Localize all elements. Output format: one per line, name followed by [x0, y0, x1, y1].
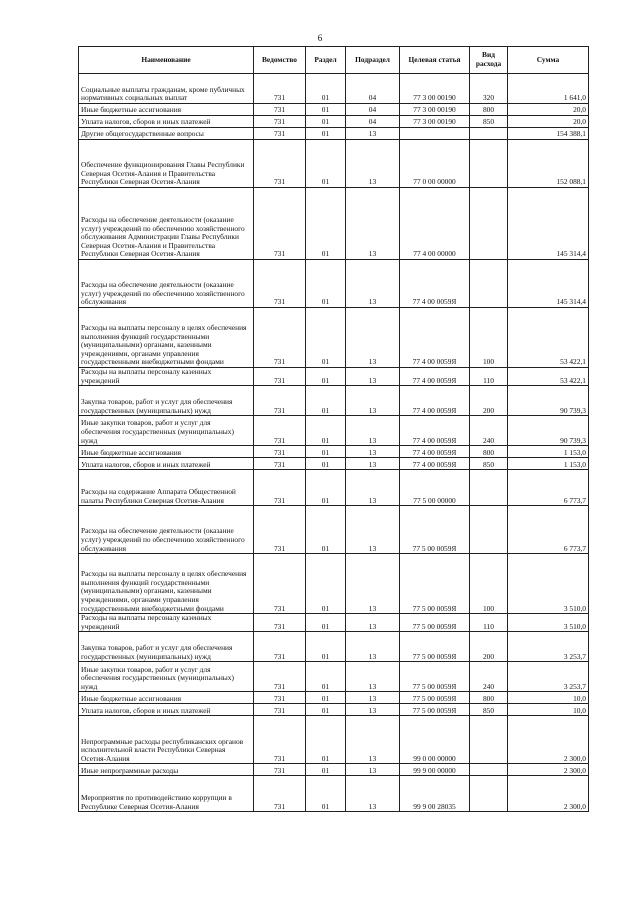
cell-section: 01 [306, 260, 346, 308]
cell-target: 77 3 00 00190 [400, 104, 470, 116]
cell-sum: 145 314,4 [508, 260, 589, 308]
table-row [79, 188, 589, 260]
cell-section: 01 [306, 704, 346, 716]
cell-subsection: 13 [346, 704, 400, 716]
cell-target: 77 5 00 00000 [400, 470, 470, 506]
cell-subsection: 13 [346, 458, 400, 470]
cell-name: Иные бюджетные ассигнования [79, 104, 254, 116]
cell-sum: 1 153,0 [508, 446, 589, 458]
table-header-row [79, 47, 589, 74]
cell-subsection: 13 [346, 776, 400, 812]
cell-target: 77 0 00 00000 [400, 140, 470, 188]
cell-section: 01 [306, 74, 346, 104]
cell-exptype: 200 [470, 632, 508, 662]
table-row [79, 140, 589, 188]
cell-sum: 6 773,7 [508, 470, 589, 506]
cell-dept: 731 [254, 188, 306, 260]
cell-exptype: 110 [470, 614, 508, 632]
cell-dept: 731 [254, 614, 306, 632]
cell-exptype: 100 [470, 554, 508, 614]
cell-name: Иные бюджетные ассигнования [79, 446, 254, 458]
cell-section: 01 [306, 458, 346, 470]
cell-name: Иные бюджетные ассигнования [79, 692, 254, 704]
cell-target: 77 5 00 0059Я [400, 614, 470, 632]
cell-exptype: 200 [470, 386, 508, 416]
cell-target: 77 4 00 0059Я [400, 458, 470, 470]
cell-target: 77 5 00 0059Я [400, 554, 470, 614]
cell-sum: 53 422,1 [508, 368, 589, 386]
cell-subsection: 13 [346, 446, 400, 458]
cell-dept: 731 [254, 554, 306, 614]
table-row [79, 704, 589, 716]
cell-name: Расходы на содержание Аппарата Общественной палаты Республики Северная Осетия-Алания [79, 470, 254, 506]
table-row [79, 74, 589, 104]
cell-dept: 731 [254, 116, 306, 128]
cell-sum: 1 641,0 [508, 74, 589, 104]
cell-target: 77 3 00 00190 [400, 74, 470, 104]
cell-name: Расходы на обеспечение деятельности (оказание услуг) учреждений по обеспечению хозяйственного обслуживания [79, 260, 254, 308]
cell-sum: 10,0 [508, 692, 589, 704]
cell-target: 77 4 00 0059Я [400, 416, 470, 446]
header-sum: Сумма [508, 47, 589, 74]
header-subsection: Подраздел [346, 47, 400, 74]
cell-name: Расходы на выплаты персоналу казенных учреждений [79, 368, 254, 386]
cell-subsection: 13 [346, 662, 400, 692]
cell-name: Иные закупки товаров, работ и услуг для обеспечения государственных (муниципальных) нужд [79, 416, 254, 446]
cell-subsection: 13 [346, 692, 400, 704]
cell-dept: 731 [254, 308, 306, 368]
cell-section: 01 [306, 692, 346, 704]
cell-target [400, 128, 470, 140]
table-row [79, 416, 589, 446]
cell-dept: 731 [254, 140, 306, 188]
cell-dept: 731 [254, 692, 306, 704]
cell-section: 01 [306, 662, 346, 692]
table-row [79, 128, 589, 140]
cell-section: 01 [306, 446, 346, 458]
cell-section: 01 [306, 116, 346, 128]
cell-sum: 2 300,0 [508, 776, 589, 812]
cell-section: 01 [306, 386, 346, 416]
cell-target: 77 5 00 0059Я [400, 506, 470, 554]
cell-exptype [470, 776, 508, 812]
cell-name: Непрограммные расходы республиканских органов исполнительной власти Республики Северная Осетия-Алания [79, 716, 254, 764]
cell-target: 77 4 00 0059Я [400, 308, 470, 368]
cell-dept: 731 [254, 260, 306, 308]
cell-sum: 53 422,1 [508, 308, 589, 368]
cell-name: Иные закупки товаров, работ и услуг для обеспечения государственных (муниципальных) нужд [79, 662, 254, 692]
cell-dept: 731 [254, 104, 306, 116]
cell-section: 01 [306, 308, 346, 368]
cell-name: Иные непрограммные расходы [79, 764, 254, 776]
cell-name: Обеспечение функционирования Главы Республики Северная Осетия-Алания и Правительства Республики Северная Осетия-Алания [79, 140, 254, 188]
cell-name: Расходы на выплаты персоналу в целях обеспечения выполнения функций государственными (муниципальными) органами, казенными учреждениями, органами управления государственными внебюджетными фондами [79, 308, 254, 368]
cell-target: 77 5 00 0059Я [400, 692, 470, 704]
cell-section: 01 [306, 776, 346, 812]
cell-sum: 3 510,0 [508, 614, 589, 632]
cell-target: 77 4 00 0059Я [400, 446, 470, 458]
cell-dept: 731 [254, 470, 306, 506]
cell-subsection: 13 [346, 716, 400, 764]
cell-exptype: 850 [470, 704, 508, 716]
cell-name: Уплата налогов, сборов и иных платежей [79, 458, 254, 470]
table-row [79, 776, 589, 812]
cell-target: 77 4 00 0059Я [400, 260, 470, 308]
cell-dept: 731 [254, 74, 306, 104]
cell-subsection: 04 [346, 104, 400, 116]
cell-exptype: 800 [470, 104, 508, 116]
table-row [79, 386, 589, 416]
cell-dept: 731 [254, 416, 306, 446]
cell-name: Уплата налогов, сборов и иных платежей [79, 704, 254, 716]
cell-name: Расходы на обеспечение деятельности (оказание услуг) учреждений по обеспечению хозяйственного обслуживания Администрации Главы Республики Северная Осетия-Алания и Правительства Республики Северная Осетия-Алания [79, 188, 254, 260]
cell-dept: 731 [254, 368, 306, 386]
cell-dept: 731 [254, 506, 306, 554]
table-row [79, 458, 589, 470]
cell-section: 01 [306, 104, 346, 116]
cell-name: Расходы на выплаты персоналу казенных учреждений [79, 614, 254, 632]
cell-section: 01 [306, 188, 346, 260]
cell-exptype: 800 [470, 446, 508, 458]
header-dept: Ведомство [254, 47, 306, 74]
cell-sum: 10,0 [508, 704, 589, 716]
table-body [79, 74, 589, 812]
cell-sum: 154 388,1 [508, 128, 589, 140]
page-number: 6 [317, 33, 323, 43]
cell-sum: 20,0 [508, 116, 589, 128]
cell-target: 77 5 00 0059Я [400, 704, 470, 716]
cell-name: Социальные выплаты гражданам, кроме публичных нормативных социальных выплат [79, 74, 254, 104]
cell-dept: 731 [254, 776, 306, 812]
cell-name: Расходы на выплаты персоналу в целях обеспечения выполнения функций государственными (муниципальными) органами, казенными учреждениями, органами управления государственными внебюджетными фондами [79, 554, 254, 614]
cell-sum: 145 314,4 [508, 188, 589, 260]
cell-dept: 731 [254, 716, 306, 764]
cell-exptype: 320 [470, 74, 508, 104]
cell-target: 99 9 00 28035 [400, 776, 470, 812]
cell-subsection: 13 [346, 368, 400, 386]
cell-target: 77 5 00 0059Я [400, 662, 470, 692]
cell-subsection: 13 [346, 614, 400, 632]
table-row [79, 104, 589, 116]
table-row [79, 446, 589, 458]
table-row [79, 260, 589, 308]
cell-exptype [470, 260, 508, 308]
header-target: Целевая статья [400, 47, 470, 74]
cell-sum: 2 300,0 [508, 716, 589, 764]
cell-subsection: 13 [346, 260, 400, 308]
cell-sum: 3 253,7 [508, 662, 589, 692]
cell-subsection: 13 [346, 308, 400, 368]
cell-sum: 152 088,1 [508, 140, 589, 188]
cell-section: 01 [306, 764, 346, 776]
cell-exptype: 800 [470, 692, 508, 704]
table-row [79, 506, 589, 554]
cell-subsection: 04 [346, 74, 400, 104]
cell-sum: 1 153,0 [508, 458, 589, 470]
table-row [79, 308, 589, 368]
cell-subsection: 13 [346, 386, 400, 416]
cell-subsection: 13 [346, 506, 400, 554]
cell-dept: 731 [254, 446, 306, 458]
cell-dept: 731 [254, 662, 306, 692]
cell-section: 01 [306, 128, 346, 140]
cell-sum: 2 300,0 [508, 764, 589, 776]
cell-target: 77 4 00 0059Я [400, 386, 470, 416]
cell-subsection: 13 [346, 188, 400, 260]
cell-sum: 3 253,7 [508, 632, 589, 662]
cell-subsection: 04 [346, 116, 400, 128]
cell-exptype: 240 [470, 662, 508, 692]
cell-section: 01 [306, 716, 346, 764]
cell-subsection: 13 [346, 632, 400, 662]
cell-sum: 90 739,3 [508, 416, 589, 446]
cell-section: 01 [306, 614, 346, 632]
cell-dept: 731 [254, 128, 306, 140]
cell-target: 77 5 00 0059Я [400, 632, 470, 662]
cell-exptype: 850 [470, 116, 508, 128]
table-row [79, 470, 589, 506]
cell-name: Закупка товаров, работ и услуг для обеспечения государственных (муниципальных) нужд [79, 632, 254, 662]
cell-sum: 3 510,0 [508, 554, 589, 614]
cell-subsection: 13 [346, 470, 400, 506]
cell-target: 99 9 00 00000 [400, 764, 470, 776]
cell-sum: 90 739,3 [508, 386, 589, 416]
cell-name: Мероприятия по противодействию коррупции в Республике Северная Осетия-Алания [79, 776, 254, 812]
header-name: Наименование [79, 47, 254, 74]
table-row [79, 614, 589, 632]
cell-exptype [470, 716, 508, 764]
cell-subsection: 13 [346, 764, 400, 776]
cell-sum: 6 773,7 [508, 506, 589, 554]
cell-exptype: 850 [470, 458, 508, 470]
cell-exptype [470, 764, 508, 776]
cell-sum: 20,0 [508, 104, 589, 116]
cell-section: 01 [306, 140, 346, 188]
cell-name: Расходы на обеспечение деятельности (оказание услуг) учреждений по обеспечению хозяйственного обслуживания [79, 506, 254, 554]
cell-section: 01 [306, 506, 346, 554]
table-row [79, 716, 589, 764]
table-row [79, 368, 589, 386]
cell-exptype: 100 [470, 308, 508, 368]
cell-section: 01 [306, 632, 346, 662]
cell-subsection: 13 [346, 128, 400, 140]
cell-exptype: 110 [470, 368, 508, 386]
cell-section: 01 [306, 554, 346, 614]
cell-section: 01 [306, 416, 346, 446]
cell-dept: 731 [254, 704, 306, 716]
cell-exptype [470, 506, 508, 554]
table-row [79, 116, 589, 128]
table-row [79, 764, 589, 776]
cell-exptype [470, 128, 508, 140]
cell-subsection: 13 [346, 140, 400, 188]
table-row [79, 632, 589, 662]
cell-exptype: 240 [470, 416, 508, 446]
budget-table [78, 46, 589, 812]
cell-dept: 731 [254, 386, 306, 416]
cell-exptype [470, 188, 508, 260]
cell-section: 01 [306, 470, 346, 506]
cell-target: 77 4 00 00000 [400, 188, 470, 260]
table-row [79, 692, 589, 704]
cell-target: 99 0 00 00000 [400, 716, 470, 764]
header-exptype: Вид расхода [470, 47, 508, 74]
header-section: Раздел [306, 47, 346, 74]
cell-subsection: 13 [346, 416, 400, 446]
cell-name: Другие общегосударственные вопросы [79, 128, 254, 140]
cell-section: 01 [306, 368, 346, 386]
cell-name: Уплата налогов, сборов и иных платежей [79, 116, 254, 128]
cell-dept: 731 [254, 632, 306, 662]
table-row [79, 554, 589, 614]
cell-target: 77 4 00 0059Я [400, 368, 470, 386]
cell-exptype [470, 470, 508, 506]
cell-exptype [470, 140, 508, 188]
cell-subsection: 13 [346, 554, 400, 614]
cell-target: 77 3 00 00190 [400, 116, 470, 128]
cell-dept: 731 [254, 764, 306, 776]
cell-name: Закупка товаров, работ и услуг для обеспечения государственных (муниципальных) нужд [79, 386, 254, 416]
cell-dept: 731 [254, 458, 306, 470]
table-row [79, 662, 589, 692]
